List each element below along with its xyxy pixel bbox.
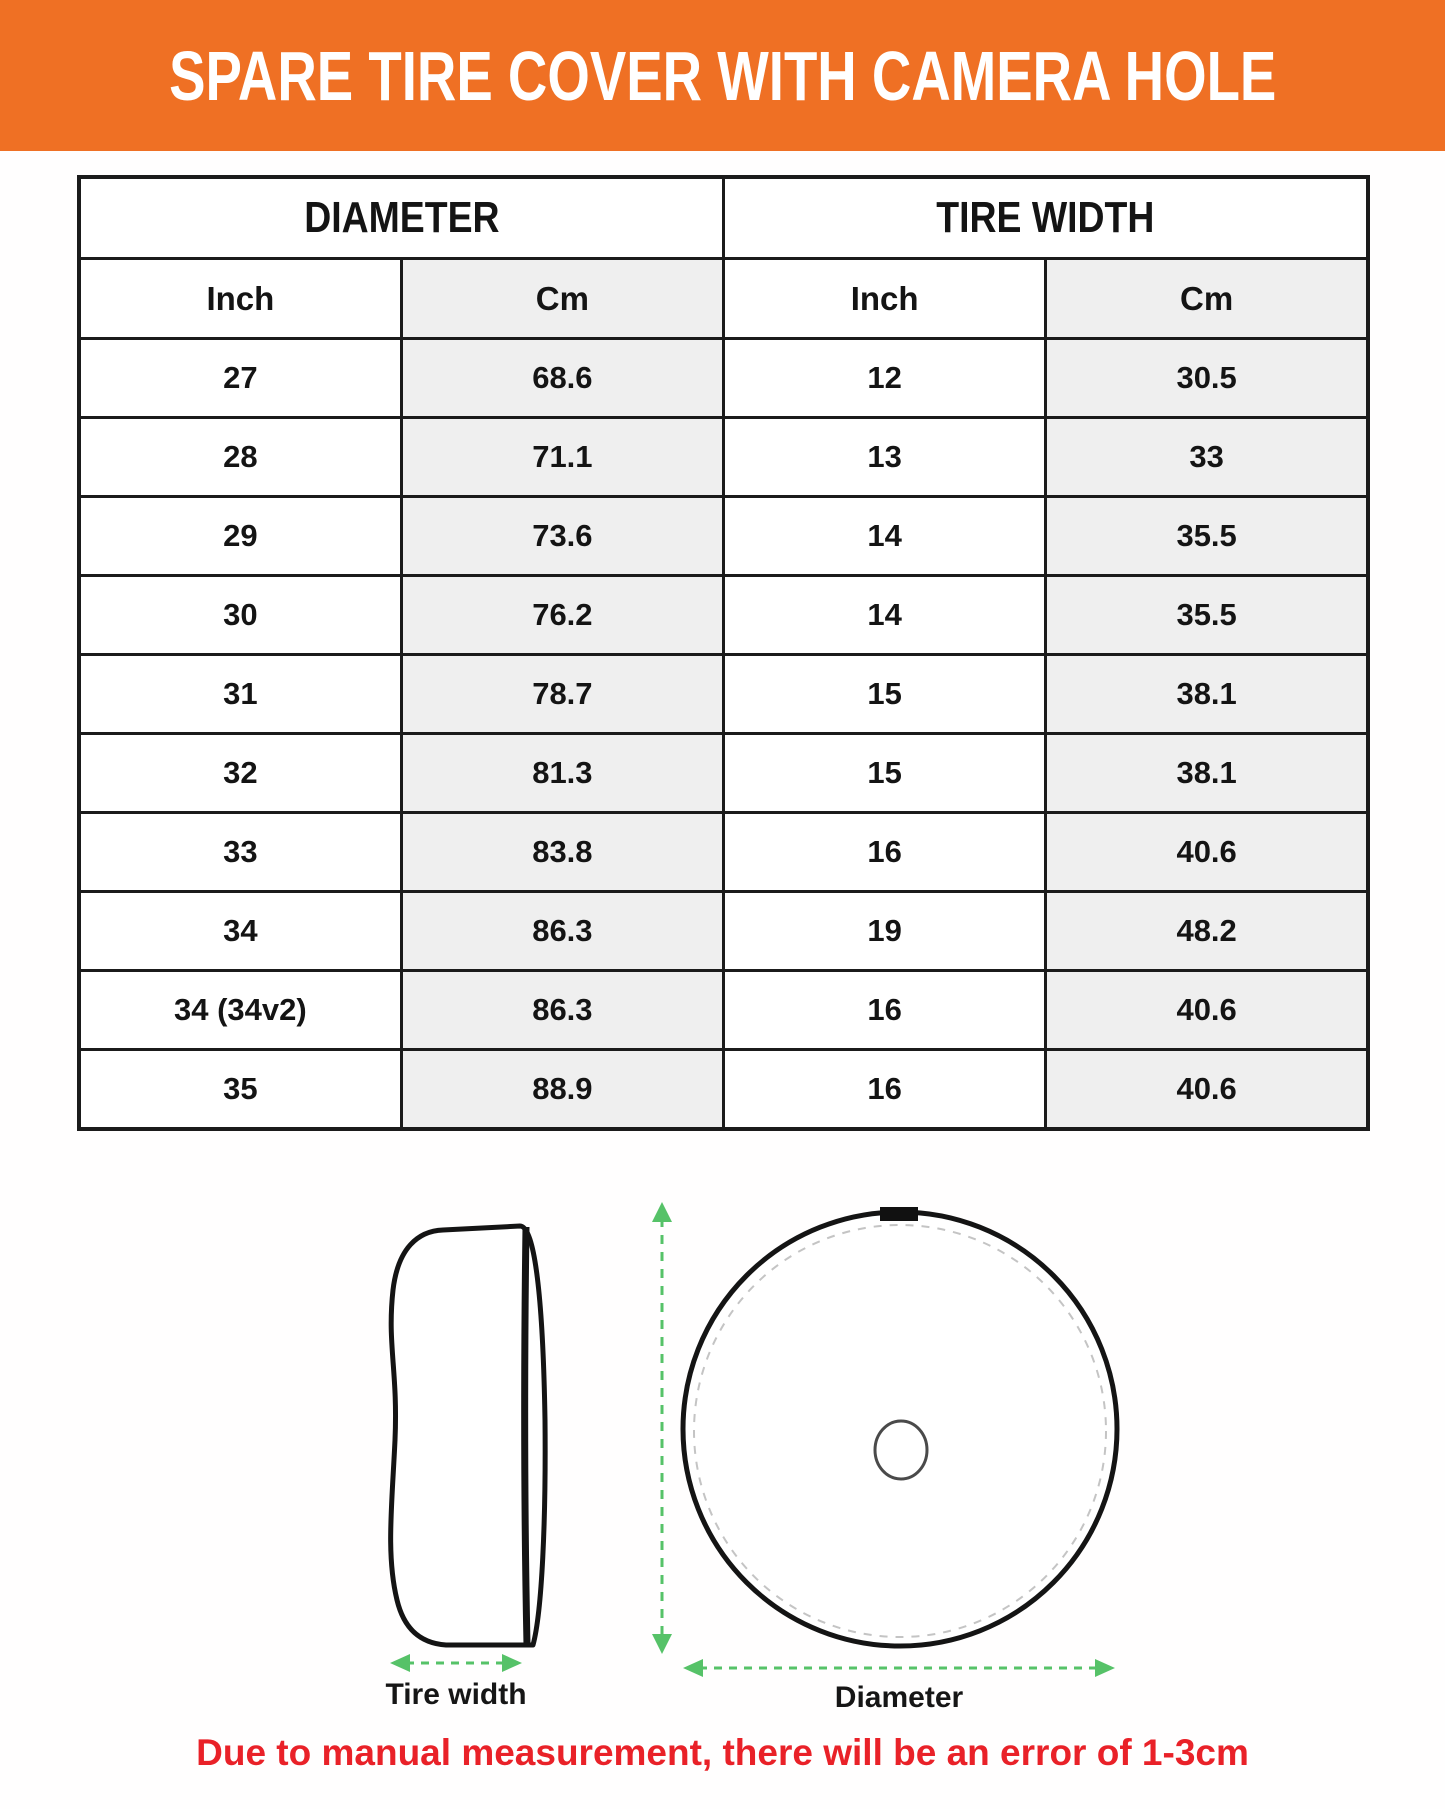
camera-hole-marker xyxy=(880,1207,918,1221)
table-row xyxy=(79,892,1368,971)
center-hole xyxy=(875,1421,927,1479)
table-cell: 33 xyxy=(1046,418,1368,497)
table-cell: 81.3 xyxy=(401,734,723,813)
table-cell: 16 xyxy=(724,1050,1046,1130)
table-row xyxy=(79,576,1368,655)
tire-width-group-header: TIRE WIDTH xyxy=(724,177,1369,259)
table-cell: 35 xyxy=(79,1050,401,1130)
table-row xyxy=(79,497,1368,576)
table-row xyxy=(79,813,1368,892)
table-cell: 12 xyxy=(724,339,1046,418)
table-cell: 48.2 xyxy=(1046,892,1368,971)
table-cell: 13 xyxy=(724,418,1046,497)
table-row xyxy=(79,655,1368,734)
tire-width-label: Tire width xyxy=(385,1678,527,1711)
table-cell: 14 xyxy=(724,576,1046,655)
table-row xyxy=(79,734,1368,813)
table-cell: 30.5 xyxy=(1046,339,1368,418)
diameter-label: Diameter xyxy=(834,1681,964,1714)
table-row xyxy=(79,339,1368,418)
table-cell: 38.1 xyxy=(1046,734,1368,813)
width-inch-header: Inch xyxy=(724,259,1046,339)
table-cell: 28 xyxy=(79,418,401,497)
table-cell: 16 xyxy=(724,813,1046,892)
table-cell: 35.5 xyxy=(1046,576,1368,655)
table-cell: 83.8 xyxy=(401,813,723,892)
table-row xyxy=(79,418,1368,497)
size-table-container xyxy=(77,175,1370,1131)
width-cm-header: Cm xyxy=(1046,259,1368,339)
table-cell: 29 xyxy=(79,497,401,576)
table-cell: 88.9 xyxy=(401,1050,723,1130)
table-cell: 31 xyxy=(79,655,401,734)
title-banner xyxy=(0,0,1445,151)
table-cell: 16 xyxy=(724,971,1046,1050)
table-cell: 76.2 xyxy=(401,576,723,655)
table-cell: 68.6 xyxy=(401,339,723,418)
tire-side-view xyxy=(391,1226,546,1645)
table-cell: 15 xyxy=(724,734,1046,813)
table-cell: 33 xyxy=(79,813,401,892)
table-cell: 38.1 xyxy=(1046,655,1368,734)
tire-width-arrow xyxy=(390,1654,522,1672)
size-table-body xyxy=(79,339,1368,1130)
size-table xyxy=(77,175,1370,1131)
table-cell: 78.7 xyxy=(401,655,723,734)
diameter-arrow xyxy=(683,1659,1115,1677)
table-cell: 27 xyxy=(79,339,401,418)
table-row xyxy=(79,971,1368,1050)
table-cell: 35.5 xyxy=(1046,497,1368,576)
table-cell: 15 xyxy=(724,655,1046,734)
table-cell: 32 xyxy=(79,734,401,813)
table-cell: 19 xyxy=(724,892,1046,971)
diameter-group-header: DIAMETER xyxy=(79,177,724,259)
diameter-cm-header: Cm xyxy=(401,259,723,339)
vertical-diameter-arrow xyxy=(652,1202,672,1654)
table-cell: 14 xyxy=(724,497,1046,576)
unit-header-row xyxy=(79,259,1368,339)
table-cell: 86.3 xyxy=(401,971,723,1050)
table-cell: 40.6 xyxy=(1046,1050,1368,1130)
table-cell: 30 xyxy=(79,576,401,655)
table-row xyxy=(79,1050,1368,1130)
table-cell: 40.6 xyxy=(1046,971,1368,1050)
tire-diagram xyxy=(0,1180,1445,1740)
tire-front-view xyxy=(683,1207,1117,1646)
table-cell: 86.3 xyxy=(401,892,723,971)
group-header-row xyxy=(79,177,1368,259)
table-cell: 71.1 xyxy=(401,418,723,497)
table-cell: 34 (34v2) xyxy=(79,971,401,1050)
page-title: SPARE TIRE COVER WITH CAMERA HOLE xyxy=(168,36,1277,115)
table-cell: 73.6 xyxy=(401,497,723,576)
diameter-inch-header: Inch xyxy=(79,259,401,339)
measurement-disclaimer: Due to manual measurement, there will be an error of 1-3cm xyxy=(196,1732,1249,1773)
table-cell: 40.6 xyxy=(1046,813,1368,892)
table-cell: 34 xyxy=(79,892,401,971)
